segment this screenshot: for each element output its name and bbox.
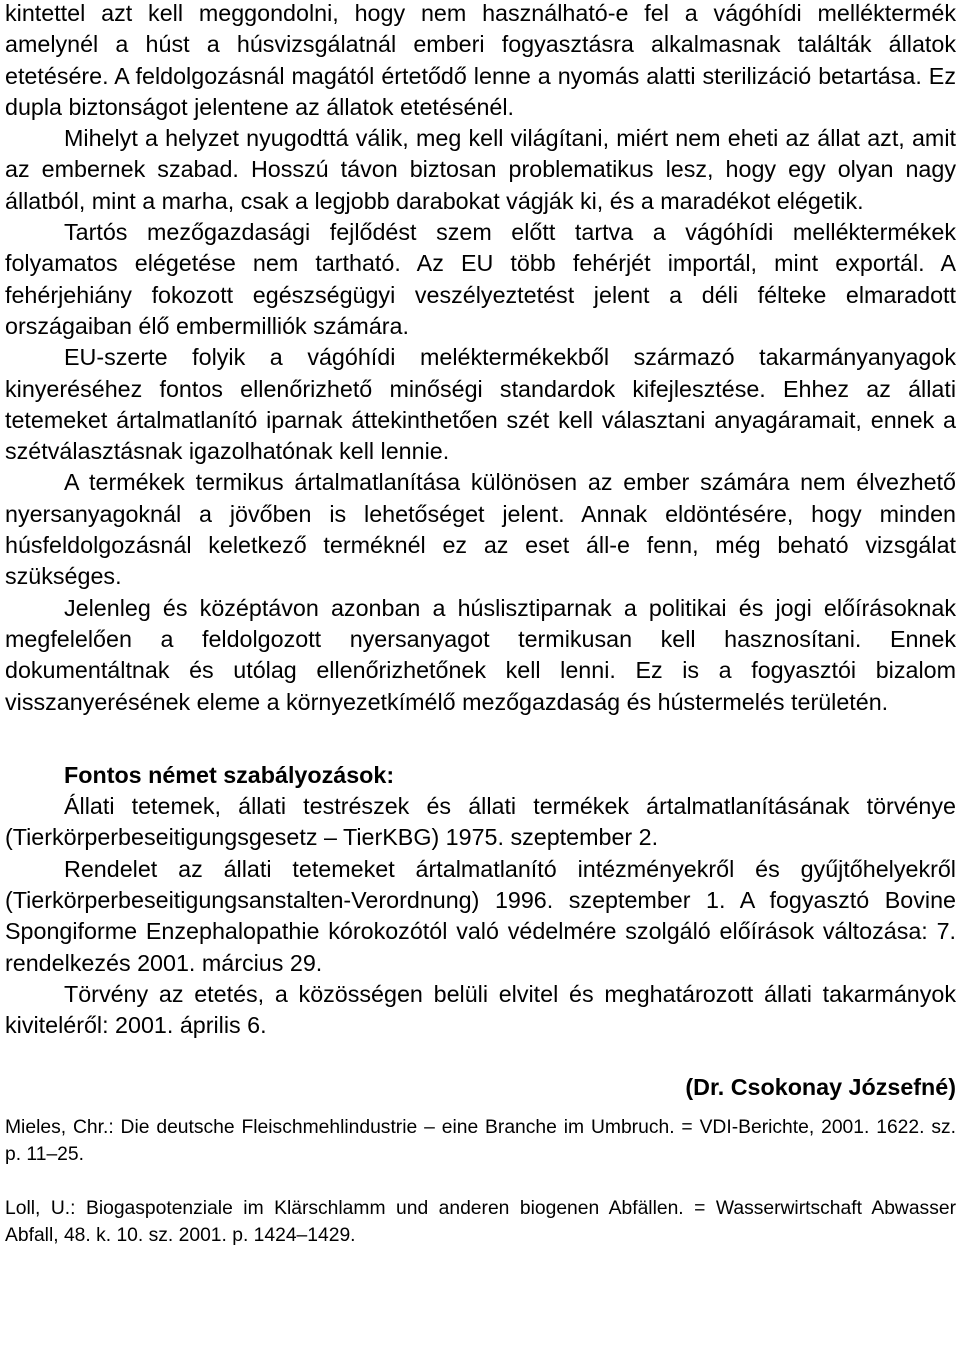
body-paragraph: kintettel azt kell meggondolni, hogy nem használható-e fel a vágóhídi melléktermék amelynél a húst a húsvizsgálatnál emberi fogyasztásra alkalmasnak találták állatok etetésére. A feldolgozásnál magától értetődő lenne a nyomás alatti sterilizáció betartása. Ez dupla biztonságot jelentene az állatok etetésénél. — [5, 0, 956, 120]
body-paragraph: Mihelyt a helyzet nyugodttá válik, meg kell világítani, miért nem eheti az állat azt, amit az embernek szabad. Hosszú távon biztosan problematikus lesz, hogy egy olyan nagy állatból, mint a marha, csak a legjobb darabokat vágják ki, és a maradékot elégetik. — [5, 125, 956, 214]
reference-entry: Loll, U.: Biogaspotenziale im Klärschlamm und anderen biogenen Abfällen. = Wasserwirtschaft Abwasser Abfall, 48. k. 10. sz. 2001. p. 1424–1429. — [5, 1197, 956, 1246]
body-paragraph: EU-szerte folyik a vágóhídi meléktermékekből származó takarmányanyagok kinyeréséhez fontos ellenőrizhető minőségi standardok kifejlesztése. Ehhez az állati tetemeket ártalmatlanító iparnak áttekinthetően szét kell választani anyagáramait, ennek a szétválasztásnak igazolhatónak kell lennie. — [5, 344, 956, 465]
regulations-heading: Fontos német szabályozások: — [64, 761, 395, 788]
document-page — [5, 0, 956, 1249]
regulation-item: Állati tetemek, állati testrészek és állati termékek ártalmatlanításának törvénye (Tierkörperbeseitigungsgesetz – TierKBG) 1975. szeptember 2. — [5, 793, 956, 851]
body-paragraph: Jelenleg és középtávon azonban a húslisztiparnak a politikai és jogi előírásoknak megfelelően a feldolgozott nyersanyagot termikusan kell hasznosítani. Ennek dokumentáltnak és utólag ellenőrizhetőnek kell lenni. Ez is a fogyasztói bizalom visszanyerésének eleme a környezetkímélő mezőgazdaság és hústermelés területén. — [5, 594, 956, 715]
body-paragraph: Tartós mezőgazdasági fejlődést szem előtt tartva a vágóhídi melléktermékek folyamatos elégetése nem tartható. Az EU több fehérjét importál, mint exportál. A fehérjehiány fokozott egészségügyi veszélyeztetést jelent a déli félteke elmaradott országaiban élő embermilliók számára. — [5, 219, 956, 339]
reference-entry: Mieles, Chr.: Die deutsche Fleischmehlindustrie – eine Branche im Umbruch. = VDI-Berichte, 2001. 1622. sz. p. 11–25. — [5, 1116, 956, 1165]
author-signature: (Dr. Csokonay Józsefné) — [685, 1073, 956, 1100]
regulation-item: Rendelet az állati tetemeket ártalmatlanító intézményekről és gyűjtőhelyekről (Tierkörperbeseitigungsanstalten-Verordnung) 1996. szeptember 1. A fogyasztó Bovine Spongiforme Enzephalopathie kórokozótól való védelmére szolgáló előírások változása: 7. rendelkezés 2001. március 29. — [5, 855, 956, 976]
body-paragraph: A termékek termikus ártalmatlanítása különösen az ember számára nem élvezhető nyersanyagoknál a jövőben is lehetőséget jelent. Annak eldöntésére, hogy minden húsfeldolgozásnál keletkező terméknél ez az eset áll-e fenn, még beható vizsgálat szükséges. — [5, 469, 956, 590]
regulation-item: Törvény az etetés, a közösségen belüli elvitel és meghatározott állati takarmányok kiviteléről: 2001. április 6. — [5, 980, 956, 1039]
